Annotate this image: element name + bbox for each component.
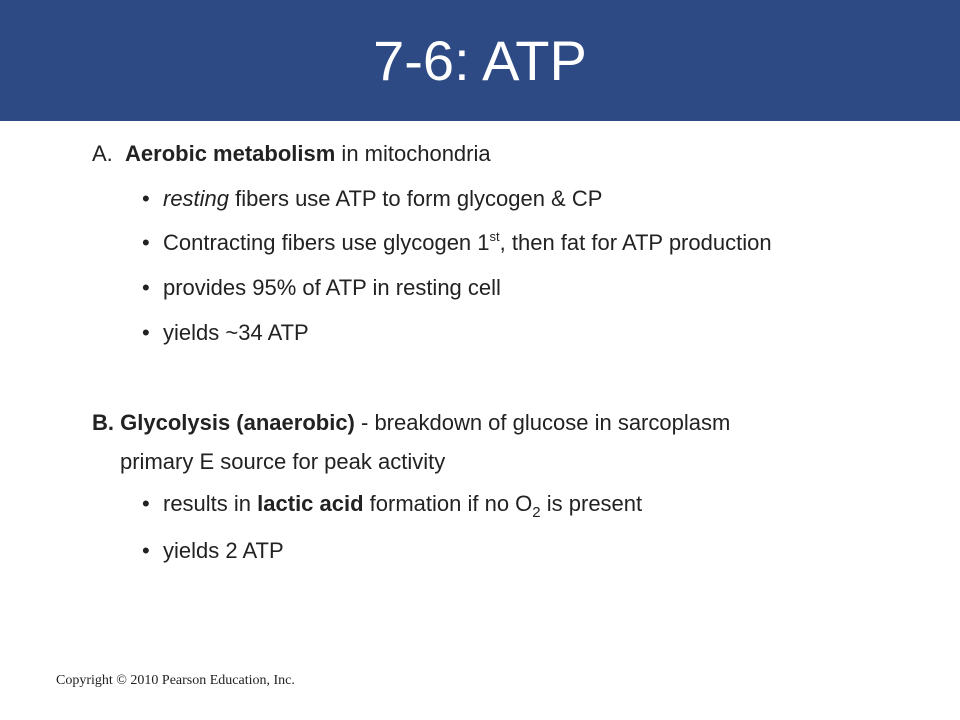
bullet-glyph: • (142, 186, 150, 211)
section-b-heading-bold: Glycolysis (anaerobic) (120, 410, 355, 435)
section-b-marker: B. (92, 410, 114, 435)
bullet-5-text-pre: results in (163, 491, 258, 516)
section-a-marker: A. (92, 141, 113, 166)
bullet-1-text: fibers use ATP to form glycogen & CP (229, 186, 603, 211)
section-a-heading-bold: Aerobic metabolism (125, 141, 336, 166)
section-a-heading-rest: in mitochondria (335, 141, 491, 166)
section-b-heading (92, 410, 730, 436)
bullet-2-text-pre: Contracting fibers use glycogen 1 (163, 230, 490, 255)
section-b-heading-line2: primary E source for peak activity (120, 449, 446, 474)
bullet-4-text: yields ~34 ATP (163, 320, 309, 345)
bullet-glyph: • (142, 491, 150, 516)
bullet-glyph: • (142, 538, 150, 563)
bullet-glyph: • (142, 320, 150, 345)
section-b-heading-rest: - breakdown of glucose in sarcoplasm (354, 410, 731, 435)
bullet-1-italic: resting (163, 186, 230, 211)
bullet-5-text-mid: formation if no O (363, 491, 533, 516)
bullet-3-text: provides 95% of ATP in resting cell (163, 275, 501, 300)
section-a-heading (92, 141, 491, 167)
slide-title: 7-6: ATP (373, 29, 587, 92)
bullet-5-subscript: 2 (532, 504, 541, 521)
bullet-5-text-post: is present (540, 491, 643, 516)
bullet-2-superscript: st (489, 229, 500, 244)
bullet-6-text: yields 2 ATP (163, 538, 284, 563)
bullet-glyph: • (142, 275, 150, 300)
bullet-2-text-post: , then fat for ATP production (499, 230, 772, 255)
bullet-5-bold: lactic acid (257, 491, 364, 516)
copyright-notice: Copyright © 2010 Pearson Education, Inc. (56, 673, 295, 688)
bullet-glyph: • (142, 230, 150, 255)
